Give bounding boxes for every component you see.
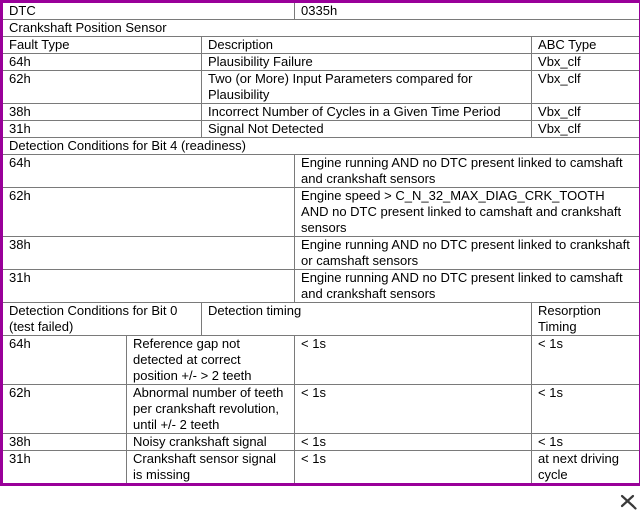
fault-row	[2, 71, 640, 104]
dtc-row	[2, 2, 640, 20]
condition-cell: Engine running AND no DTC present linked to crankshaft or camshaft sensors	[295, 237, 640, 270]
fault-code-cell: 31h	[2, 121, 202, 138]
bit0-row	[2, 451, 640, 485]
bit4-header-row	[2, 138, 640, 155]
detection-timing-header: Detection timing	[202, 303, 532, 336]
fault-code-cell: 31h	[2, 270, 295, 303]
bit0-row	[2, 434, 640, 451]
condition-cell: Engine running AND no DTC present linked to camshaft and crankshaft sensors	[295, 155, 640, 188]
fault-code-cell: 31h	[2, 451, 127, 485]
description-cell: Plausibility Failure	[202, 54, 532, 71]
fault-row	[2, 121, 640, 138]
condition-cell: Engine speed > C_N_32_MAX_DIAG_CRK_TOOTH AND no DTC present linked to camshaft and crankshaft sensors	[295, 188, 640, 237]
abc-type-cell: Vbx_clf	[532, 54, 640, 71]
condition-cell: Engine running AND no DTC present linked to camshaft and crankshaft sensors	[295, 270, 640, 303]
description-cell: Noisy crankshaft signal	[127, 434, 295, 451]
description-header: Description	[202, 37, 532, 54]
fault-code-cell: 38h	[2, 434, 127, 451]
abc-type-header: ABC Type	[532, 37, 640, 54]
fault-code-cell: 38h	[2, 104, 202, 121]
abc-type-cell: Vbx_clf	[532, 121, 640, 138]
description-cell: Incorrect Number of Cycles in a Given Time Period	[202, 104, 532, 121]
cursor-icon	[619, 492, 637, 510]
detection-timing-cell: < 1s	[295, 385, 532, 434]
bit4-row	[2, 155, 640, 188]
bit0-row	[2, 385, 640, 434]
dtc-value-cell: 0335h	[295, 2, 640, 20]
resorption-timing-cell: < 1s	[532, 385, 640, 434]
table-title-cell: Crankshaft Position Sensor	[2, 20, 640, 37]
fault-header-row	[2, 37, 640, 54]
fault-code-cell: 64h	[2, 54, 202, 71]
fault-row	[2, 104, 640, 121]
fault-code-cell: 62h	[2, 188, 295, 237]
detection-timing-cell: < 1s	[295, 336, 532, 385]
fault-code-cell: 64h	[2, 155, 295, 188]
detection-timing-cell: < 1s	[295, 451, 532, 485]
resorption-timing-cell: at next driving cycle	[532, 451, 640, 485]
abc-type-cell: Vbx_clf	[532, 71, 640, 104]
resorption-timing-cell: < 1s	[532, 434, 640, 451]
fault-code-cell: 62h	[2, 71, 202, 104]
bit4-row	[2, 188, 640, 237]
bit0-row	[2, 336, 640, 385]
description-cell: Crankshaft sensor signal is missing	[127, 451, 295, 485]
detection-timing-cell: < 1s	[295, 434, 532, 451]
description-cell: Two (or More) Input Parameters compared for Plausibility	[202, 71, 532, 104]
title-row	[2, 20, 640, 37]
dtc-label-cell: DTC	[2, 2, 295, 20]
description-cell: Signal Not Detected	[202, 121, 532, 138]
bit4-row	[2, 270, 640, 303]
fault-code-cell: 64h	[2, 336, 127, 385]
bit4-header-cell: Detection Conditions for Bit 4 (readiness)	[2, 138, 640, 155]
description-cell: Reference gap not detected at correct position +/- > 2 teeth	[127, 336, 295, 385]
abc-type-cell: Vbx_clf	[532, 104, 640, 121]
bit0-header-row	[2, 303, 640, 336]
fault-code-cell: 38h	[2, 237, 295, 270]
bit0-conditions-header: Detection Conditions for Bit 0 (test failed)	[2, 303, 202, 336]
fault-code-cell: 62h	[2, 385, 127, 434]
resorption-timing-cell: < 1s	[532, 336, 640, 385]
resorption-timing-header: Resorption Timing	[532, 303, 640, 336]
fault-type-header: Fault Type	[2, 37, 202, 54]
description-cell: Abnormal number of teeth per crankshaft revolution, until +/- 2 teeth	[127, 385, 295, 434]
fault-row	[2, 54, 640, 71]
bit4-row	[2, 237, 640, 270]
